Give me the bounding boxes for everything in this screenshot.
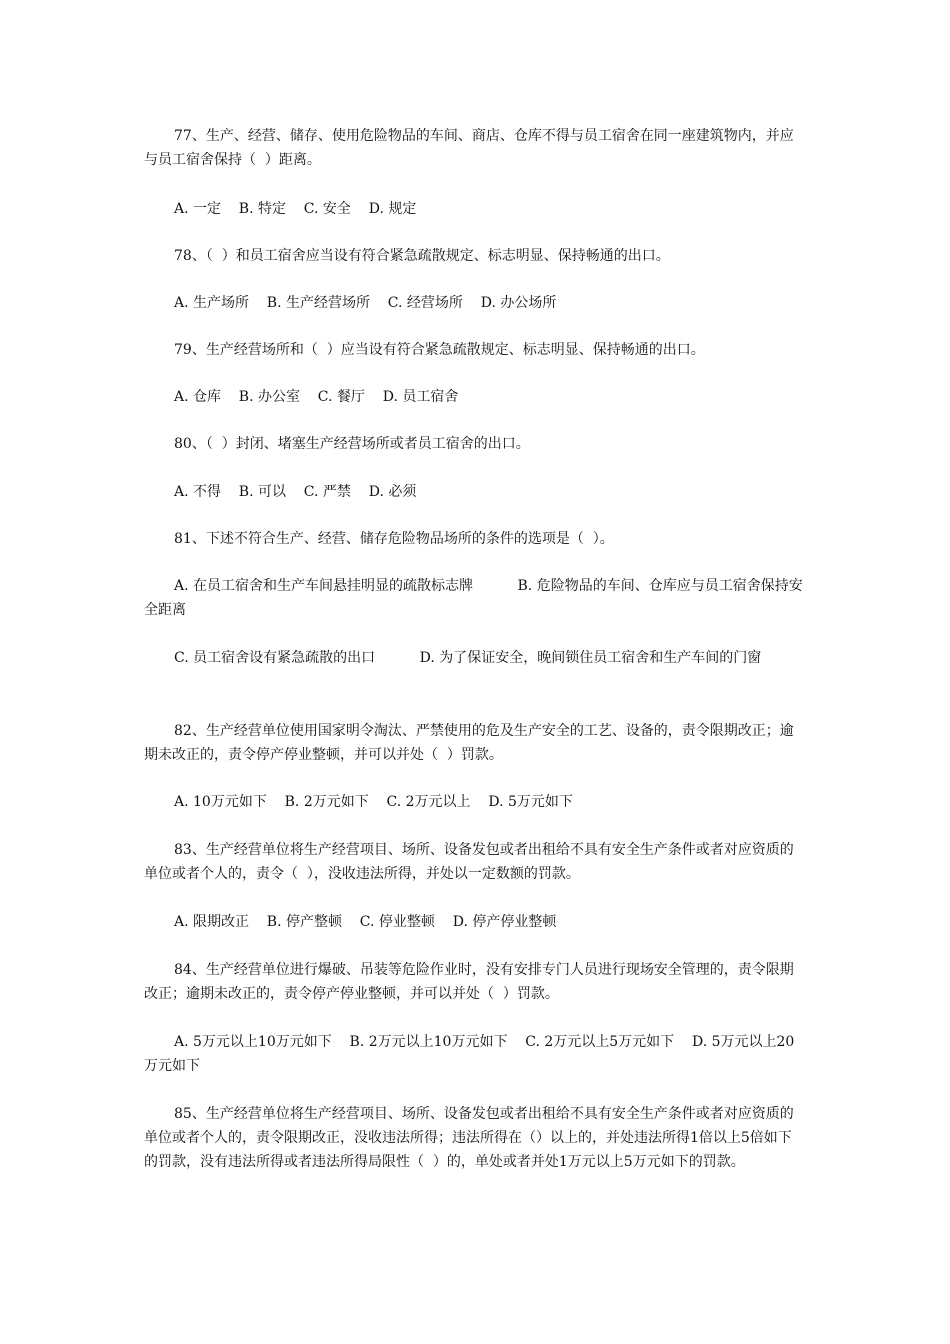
question-81-options-cd: C. 员工宿舍设有紧急疏散的出口 D. 为了保证安全，晚间锁住员工宿舍和生产车间的门窗 <box>174 650 762 666</box>
question-78-options: A. 生产场所 B. 生产经营场所 C. 经营场所 D. 办公场所 <box>174 295 557 311</box>
question-79: 79、生产经营场所和（ ）应当设有符合紧急疏散规定、标志明显、保持畅通的出口。 <box>174 342 705 358</box>
question-85: 85、生产经营单位将生产经营项目、场所、设备发包或者出租给不具有安全生产条件或者对应资质的单位或者个人的，责令限期改正，没收违法所得；违法所得在（）以上的，并处违法所得1倍以上5倍如下的罚款，没有违法所得或者违法所得局限性（ ）的，单处或者并处1万元以上5万元如下的罚款。 <box>144 1106 794 1170</box>
question-80-options: A. 不得 B. 可以 C. 严禁 D. 必须 <box>174 484 417 500</box>
question-84: 84、生产经营单位进行爆破、吊装等危险作业时，没有安排专门人员进行现场安全管理的，责令限期改正；逾期未改正的，责令停产停业整顿，并可以并处（ ）罚款。 <box>144 962 794 1002</box>
question-77: 77、生产、经营、储存、使用危险物品的车间、商店、仓库不得与员工宿舍在同一座建筑物内，并应与员工宿舍保持（ ）距离。 <box>144 128 794 168</box>
question-84-options: A. 5万元以上10万元如下 B. 2万元以上10万元如下 C. 2万元以上5万元如下 D. 5万元以上20万元如下 <box>144 1034 795 1074</box>
question-80: 80、（ ）封闭、堵塞生产经营场所或者员工宿舍的出口。 <box>174 436 530 452</box>
question-79-options: A. 仓库 B. 办公室 C. 餐厅 D. 员工宿舍 <box>174 389 459 405</box>
question-82: 82、生产经营单位使用国家明令淘汰、严禁使用的危及生产安全的工艺、设备的，责令限期改正；逾期未改正的，责令停产停业整顿，并可以并处（ ）罚款。 <box>144 723 794 763</box>
question-78: 78、（ ）和员工宿舍应当设有符合紧急疏散规定、标志明显、保持畅通的出口。 <box>174 248 670 264</box>
question-77-options: A. 一定 B. 特定 C. 安全 D. 规定 <box>174 201 417 217</box>
question-83: 83、生产经营单位将生产经营项目、场所、设备发包或者出租给不具有安全生产条件或者对应资质的单位或者个人的，责令（ ），没收违法所得，并处以一定数额的罚款。 <box>144 842 794 882</box>
question-82-options: A. 10万元如下 B. 2万元如下 C. 2万元以上 D. 5万元如下 <box>174 794 573 810</box>
question-83-options: A. 限期改正 B. 停产整顿 C. 停业整顿 D. 停产停业整顿 <box>174 914 557 930</box>
question-81: 81、下述不符合生产、经营、储存危险物品场所的条件的选项是（ ）。 <box>174 531 614 547</box>
question-81-options-ab: A. 在员工宿舍和生产车间悬挂明显的疏散标志牌 B. 危险物品的车间、仓库应与员工宿舍保持安全距离 <box>144 578 803 618</box>
